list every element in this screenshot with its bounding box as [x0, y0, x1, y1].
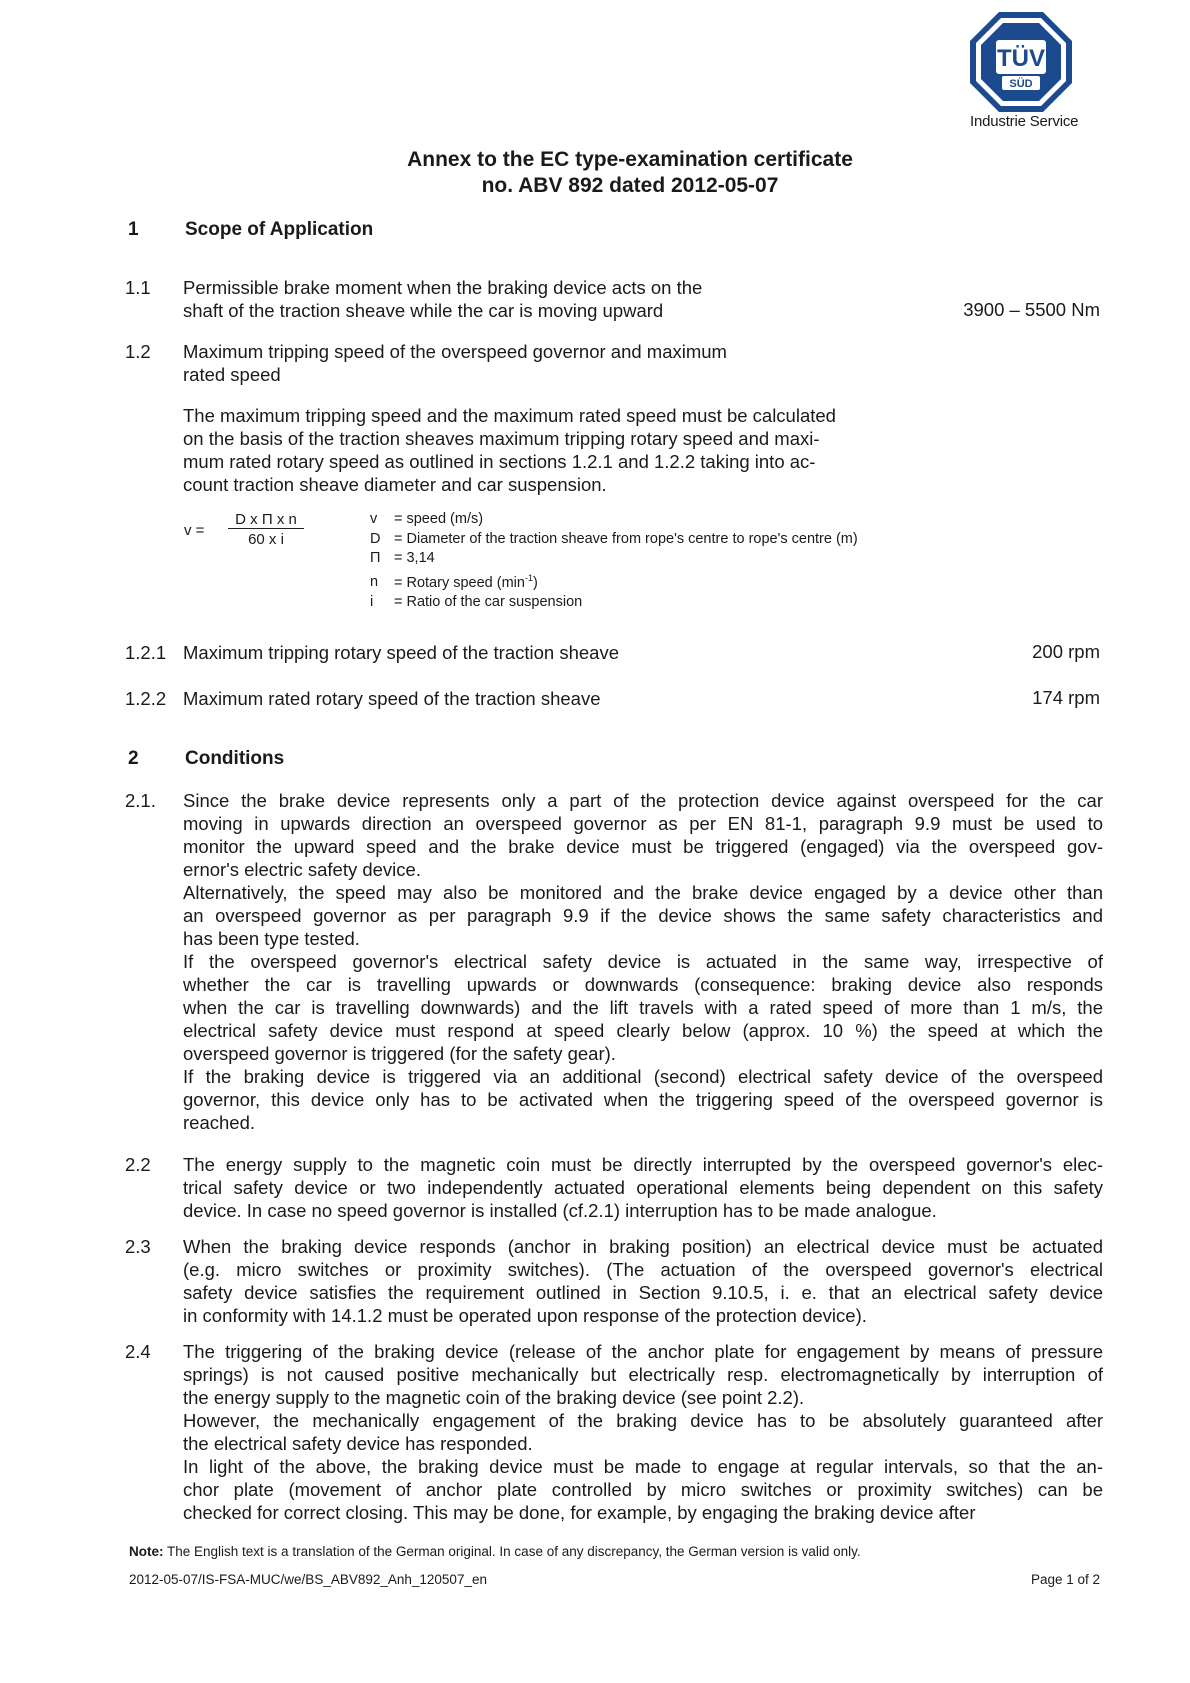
paragraph-line: The energy supply to the magnetic coin must be directly interrupted by the overspeed governor's elec- [183, 1154, 1103, 1175]
paragraph-line: governor, this device only has to be activated when the triggering speed of the overspeed governor is [183, 1089, 1103, 1110]
legend-row: v = speed (m/s) [370, 511, 484, 527]
section-1-title: Scope of Application [185, 219, 374, 240]
page-number: Page 1 of 2 [1030, 1572, 1100, 1587]
tuv-logo [968, 10, 1074, 114]
logo-caption: Industrie Service [970, 113, 1079, 130]
formula-numerator: D x Π x n [228, 511, 304, 529]
item-1-2-2-number: 1.2.2 [125, 688, 167, 709]
paragraph-line: device. In case no speed governor is installed (cf.2.1) interruption has to be made analogue. [183, 1200, 937, 1221]
item-1-2-1-number: 1.2.1 [125, 642, 167, 663]
item-2-1-number: 2.1. [125, 790, 156, 811]
paragraph-line: moving in upwards direction an overspeed governor as per EN 81-1, paragraph 9.9 must be used to [183, 813, 1103, 834]
legend-row: i = Ratio of the car suspension [370, 593, 583, 610]
paragraph-line: If the braking device is triggered via an additional (second) electrical safety device of the overspeed [183, 1066, 1103, 1087]
item-2-3-number: 2.3 [125, 1236, 151, 1257]
paragraph-line: monitor the upward speed and the brake device must be triggered (engaged) via the overspeed gov- [183, 836, 1103, 857]
footer-reference: 2012-05-07/IS-FSA-MUC/we/BS_ABV892_Anh_120507_en [129, 1572, 487, 1587]
item-2-3-text [183, 1235, 1103, 1327]
paragraph-line: has been type tested. [183, 928, 360, 949]
paragraph-line: If the overspeed governor's electrical safety device is actuated in the same way, irrespective of [183, 951, 1103, 972]
paragraph-line: (e.g. micro switches or proximity switches). (The actuation of the overspeed governor's electrical [183, 1259, 1103, 1280]
paragraph-line: overspeed governor is triggered (for the safety gear). [183, 1043, 616, 1064]
paragraph-line: safety device satisfies the requirement outlined in Section 9.10.5, i. e. that an electrical safety device [183, 1282, 1103, 1303]
paragraph-line: chor plate (movement of anchor plate controlled by micro switches or proximity switches) can be [183, 1479, 1103, 1500]
paragraph-line: electrical safety device must respond at speed clearly below (approx. 10 %) the speed at which the [183, 1020, 1103, 1041]
formula-denominator: 60 x i [248, 531, 284, 548]
item-1-2-2-value: 174 rpm [1032, 687, 1100, 708]
paragraph-line: Since the brake device represents only a part of the protection device against overspeed for the car [183, 790, 1103, 811]
translation-note: Note: The English text is a translation of the German original. In case of any discrepancy, the German version is valid only. [129, 1544, 861, 1559]
item-1-1-text: Permissible brake moment when the braking device acts on the shaft of the traction sheave while the car is moving upward [183, 277, 703, 321]
paragraph-line: checked for correct closing. This may be done, for example, by engaging the braking device after [183, 1502, 976, 1523]
section-1-number: 1 [128, 219, 139, 240]
item-1-2-1-text: Maximum tripping rotary speed of the traction sheave [183, 642, 619, 663]
paragraph-line: whether the car is travelling upwards or downwards (consequence: braking device also responds [183, 974, 1103, 995]
doc-title-line2: no. ABV 892 dated 2012-05-07 [481, 174, 779, 197]
item-1-2-number: 1.2 [125, 341, 151, 362]
item-2-4-text [183, 1340, 1103, 1524]
item-1-1-value: 3900 – 5500 Nm [963, 299, 1100, 320]
paragraph-line: In light of the above, the braking device must be made to engage at regular intervals, so that the an- [183, 1456, 1103, 1477]
formula-lhs: v = [184, 522, 205, 539]
paragraph-line: in conformity with 14.1.2 must be operated upon response of the protection device). [183, 1305, 867, 1326]
section-2-number: 2 [128, 748, 139, 769]
paragraph-line: However, the mechanically engagement of the braking device has to be absolutely guaranteed after [183, 1410, 1103, 1431]
logo-sub: SÜD [1009, 78, 1033, 90]
item-1-1-number: 1.1 [125, 277, 151, 298]
item-1-2-paragraph: The maximum tripping speed and the maximum rated speed must be calculated on the basis of the traction sheaves maximum tripping rotary speed and maxi- mum rated rotary speed as outlined in sections 1.2.1 and 1.2.2 taking into ac- count traction sheave diameter and car suspension. [183, 405, 836, 495]
item-2-4-number: 2.4 [125, 1341, 151, 1362]
legend-row: n = Rotary speed $(\min^{-1})$ [370, 572, 538, 591]
paragraph-line: When the braking device responds (anchor in braking position) an electrical device must be actuated [183, 1236, 1103, 1257]
paragraph-line: an overspeed governor as per paragraph 9.9 if the device shows the same safety characteristics and [183, 905, 1103, 926]
paragraph-line: when the car is travelling downwards) and the lift travels with a rated speed of more than 1 m/s, the [183, 997, 1103, 1018]
paragraph-line: trical safety device or two independently actuated operational elements being dependent on this safety [183, 1177, 1103, 1198]
section-2-title: Conditions [185, 748, 285, 769]
paragraph-line: the energy supply to the magnetic coin of the braking device (see point 2.2). [183, 1387, 805, 1408]
legend-row: Π = 3,14 [370, 550, 435, 566]
item-1-2-text: Maximum tripping speed of the overspeed governor and maximum rated speed [183, 341, 727, 385]
item-1-2-2-text: Maximum rated rotary speed of the traction sheave [183, 688, 601, 709]
item-2-2-text [183, 1153, 1103, 1222]
logo-brand: TÜV [997, 45, 1045, 72]
paragraph-line: ernor's electric safety device. [183, 859, 421, 880]
paragraph-line: reached. [183, 1112, 255, 1133]
doc-title-line1: Annex to the EC type-examination certificate [407, 148, 853, 171]
item-2-1-text [183, 789, 1103, 1134]
item-1-2-1-value: 200 rpm [1032, 641, 1100, 662]
paragraph-line: springs) is not caused positive mechanically but electrically resp. electromagnetically by interruption of [183, 1364, 1103, 1385]
formula-legend [370, 510, 858, 612]
paragraph-line: the electrical safety device has responded. [183, 1433, 533, 1454]
paragraph-line: Alternatively, the speed may also be monitored and the brake device engaged by a device other than [183, 882, 1103, 903]
item-2-2-number: 2.2 [125, 1154, 151, 1175]
legend-row: D = Diameter of the traction sheave from rope's centre to rope's centre (m) [370, 530, 858, 547]
paragraph-line: The triggering of the braking device (release of the anchor plate for engagement by means of pressure [183, 1341, 1103, 1362]
